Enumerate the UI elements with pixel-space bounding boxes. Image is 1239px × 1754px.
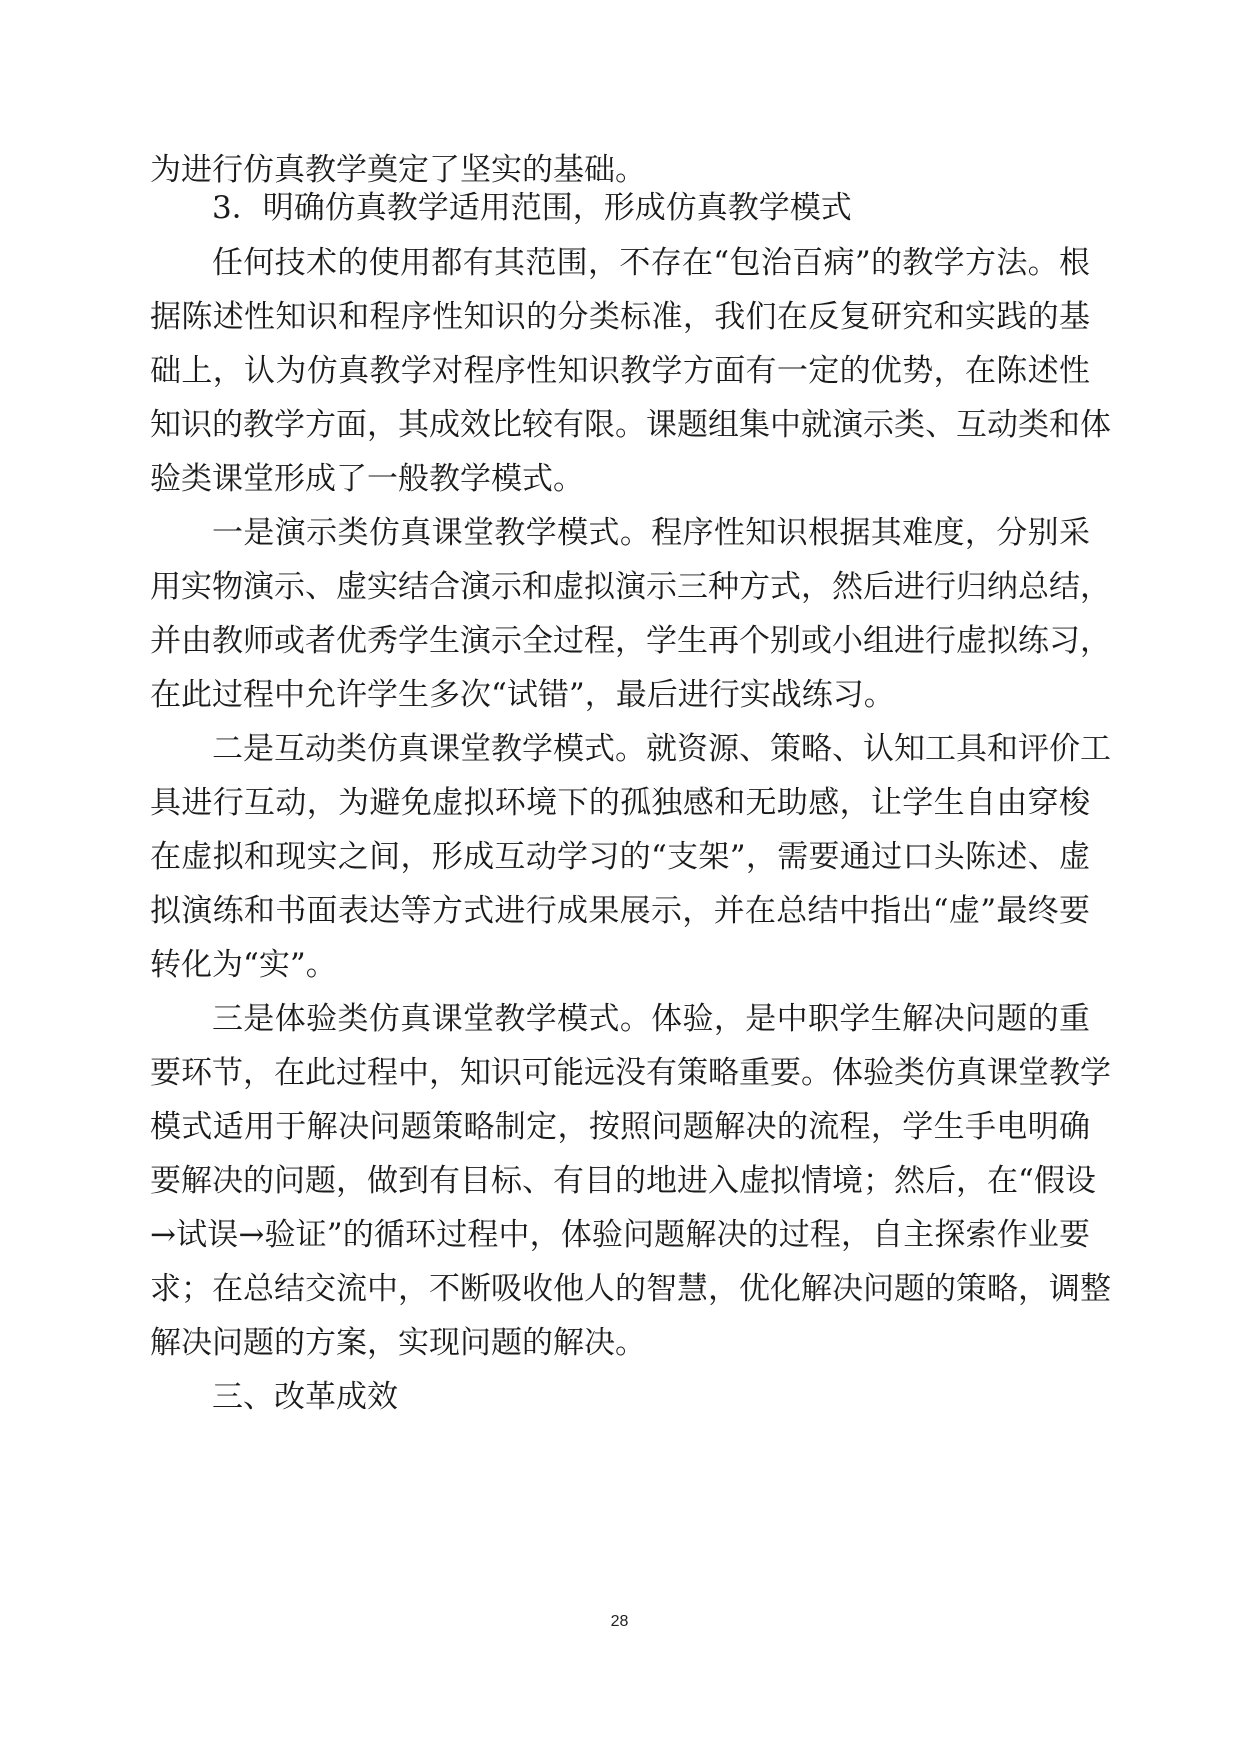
- paragraph-line: 具进行互动，为避免虚拟环境下的孤独感和无助感，让学生自由穿梭: [150, 785, 1090, 821]
- paragraph-line: 二是互动类仿真课堂教学模式。就资源、策略、认知工具和评价工: [212, 731, 1111, 767]
- paragraph-line: 为进行仿真教学奠定了坚实的基础。: [150, 152, 646, 188]
- paragraph-line: 模式适用于解决问题策略制定，按照问题解决的流程，学生手电明确: [150, 1109, 1090, 1145]
- paragraph-line: 求；在总结交流中，不断吸收他人的智慧，优化解决问题的策略，调整: [150, 1271, 1111, 1307]
- paragraph-line: 验类课堂形成了一般教学模式。: [150, 461, 584, 497]
- paragraph-line: →试误→验证”的循环过程中，体验问题解决的过程，自主探索作业要: [150, 1217, 1090, 1253]
- paragraph-line: 一是演示类仿真课堂教学模式。程序性知识根据其难度，分别采: [212, 515, 1090, 551]
- section-heading: 3．明确仿真教学适用范围，形成仿真教学模式: [212, 190, 852, 226]
- paragraph-line: 用实物演示、虚实结合演示和虚拟演示三种方式，然后进行归纳总结，: [150, 569, 1111, 605]
- page-number: 28: [610, 1613, 629, 1630]
- paragraph-line: 解决问题的方案，实现问题的解决。: [150, 1325, 646, 1361]
- paragraph-line: 在虚拟和现实之间，形成互动学习的“支架”，需要通过口头陈述、虚: [150, 839, 1090, 875]
- paragraph-line: 并由教师或者优秀学生演示全过程，学生再个别或小组进行虚拟练习，: [150, 623, 1111, 659]
- paragraph-line: 三是体验类仿真课堂教学模式。体验，是中职学生解决问题的重: [212, 1001, 1090, 1037]
- section-heading: 三、改革成效: [212, 1379, 398, 1415]
- paragraph-line: 知识的教学方面，其成效比较有限。课题组集中就演示类、互动类和体: [150, 407, 1111, 443]
- paragraph-line: 础上，认为仿真教学对程序性知识教学方面有一定的优势，在陈述性: [150, 353, 1090, 389]
- paragraph-line: 转化为“实”。: [150, 947, 337, 983]
- paragraph-line: 在此过程中允许学生多次“试错”，最后进行实战练习。: [150, 677, 895, 713]
- paragraph-line: 要环节，在此过程中，知识可能远没有策略重要。体验类仿真课堂教学: [150, 1055, 1111, 1091]
- paragraph-line: 拟演练和书面表达等方式进行成果展示，并在总结中指出“虚”最终要: [150, 893, 1090, 929]
- paragraph-line: 据陈述性知识和程序性知识的分类标准，我们在反复研究和实践的基: [150, 299, 1090, 335]
- paragraph-line: 任何技术的使用都有其范围，不存在“包治百病”的教学方法。根: [212, 245, 1090, 281]
- paragraph-line: 要解决的问题，做到有目标、有目的地进入虚拟情境；然后，在“假设: [150, 1163, 1096, 1199]
